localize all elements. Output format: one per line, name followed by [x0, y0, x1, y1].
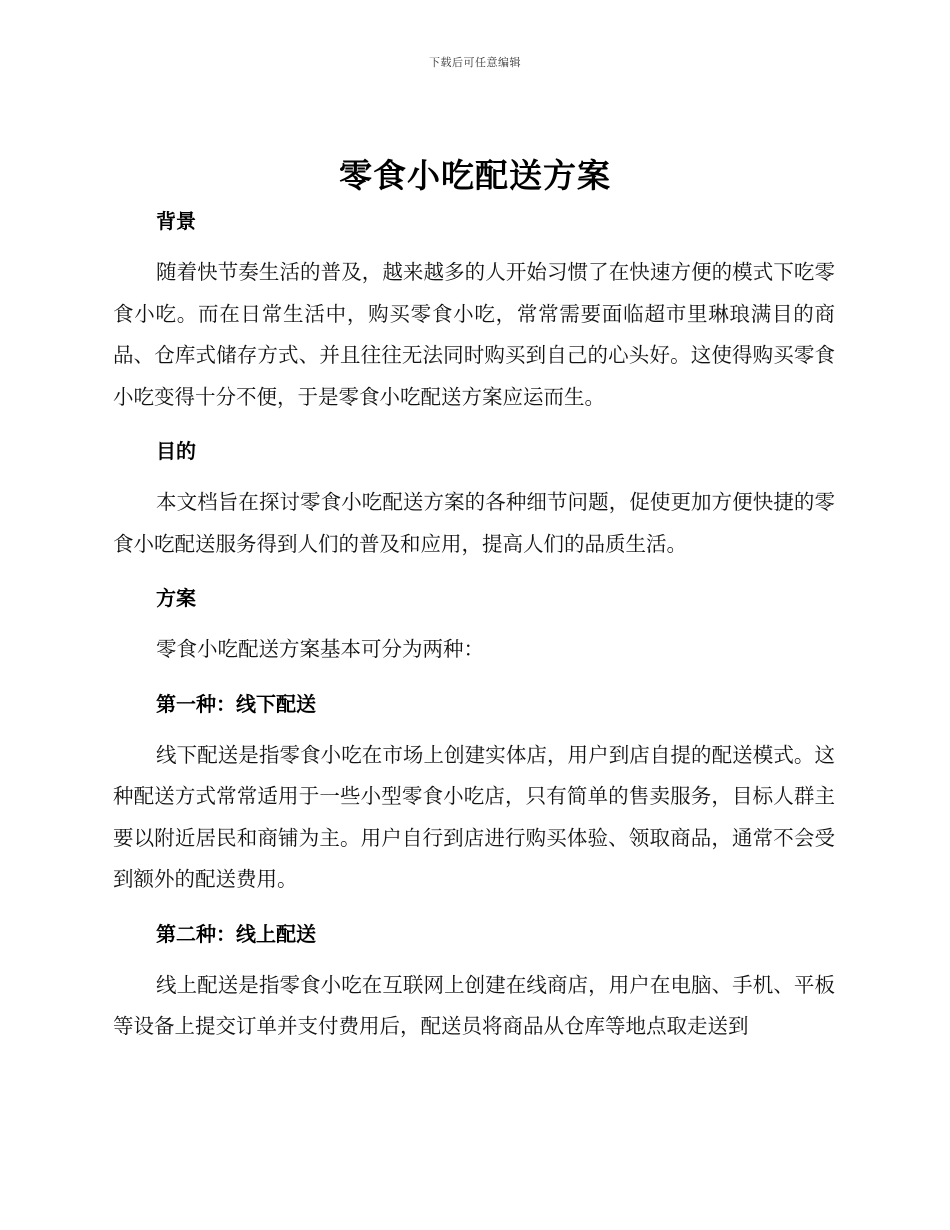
- paragraph-plan-intro: 零食小吃配送方案基本可分为两种：: [156, 637, 484, 661]
- header-note: 下载后可任意编辑: [429, 56, 521, 69]
- paragraph-offline: 线下配送是指零食小吃在市场上创建实体店，用户到店自提的配送模式。这种配送方式常常适用于一些小型零食小吃店，只有简单的售卖服务，目标人群主要以附近居民和商铺为主。用户自行到店进行购买体验、领取商品，通常不会受到额外的配送费用。: [113, 742, 835, 891]
- section-heading-background: 背景: [156, 209, 196, 233]
- section-heading-offline: 第一种：线下配送: [156, 691, 316, 716]
- paragraph-background: 随着快节奏生活的普及，越来越多的人开始习惯了在快速方便的模式下吃零食小吃。而在日常生活中，购买零食小吃，常常需要面临超市里琳琅满目的商品、仓库式储存方式、并且往往无法同时购买到自己的心头好。这使得购买零食小吃变得十分不便，于是零食小吃配送方案应运而生。: [113, 260, 835, 409]
- section-heading-plan: 方案: [156, 586, 196, 610]
- section-heading-purpose: 目的: [156, 439, 196, 463]
- document-body: [113, 202, 835, 1048]
- paragraph-online: 线上配送是指零食小吃在互联网上创建在线商店，用户在电脑、手机、平板等设备上提交订单并支付费用后，配送员将商品从仓库等地点取走送到: [113, 972, 835, 1038]
- paragraph-purpose: 本文档旨在探讨零食小吃配送方案的各种细节问题，促使更加方便快捷的零食小吃配送服务得到人们的普及和应用，提高人们的品质生活。: [113, 490, 835, 556]
- section-heading-online: 第二种：线上配送: [156, 921, 316, 946]
- page-title: 零食小吃配送方案: [339, 156, 611, 195]
